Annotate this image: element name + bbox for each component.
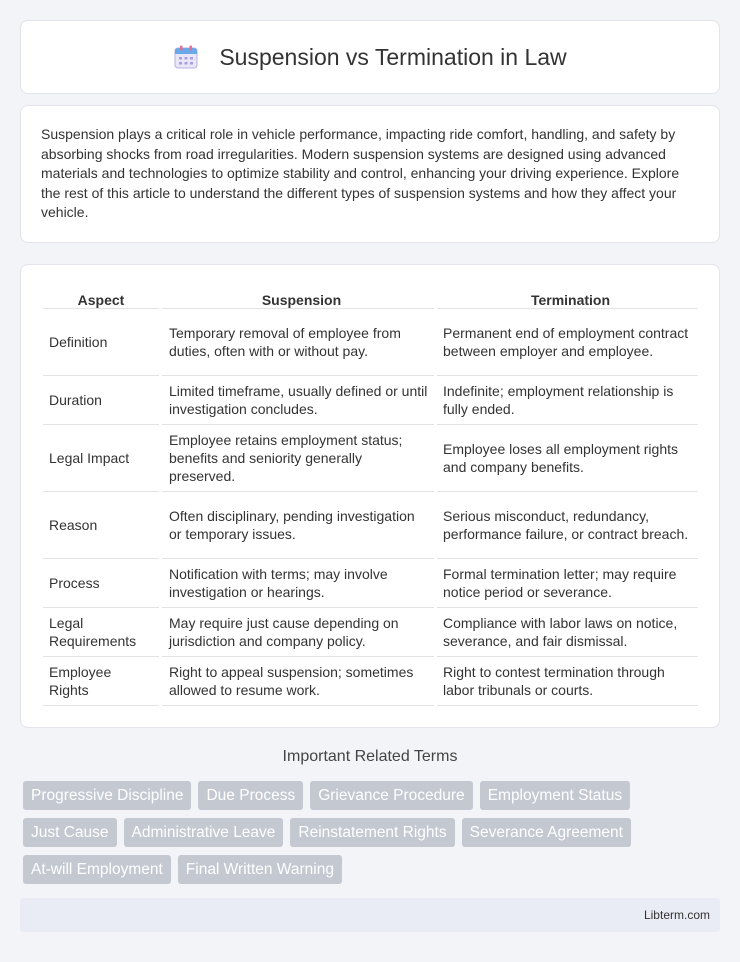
- aspect-cell: Definition: [43, 309, 159, 376]
- suspension-cell: Limited timeframe, usually defined or until investigation concludes.: [162, 376, 434, 425]
- table-row: [43, 309, 698, 376]
- related-term-tag[interactable]: Final Written Warning: [178, 855, 342, 884]
- suspension-cell: Right to appeal suspension; sometimes allowed to resume work.: [162, 657, 434, 706]
- intro-card: [20, 105, 720, 243]
- suspension-cell: Temporary removal of employee from duties, often with or without pay.: [162, 309, 434, 376]
- header-termination: Termination: [437, 287, 698, 309]
- related-term-tag[interactable]: Due Process: [198, 781, 303, 810]
- related-terms-list: [23, 781, 723, 892]
- header-card: [20, 20, 720, 94]
- table-row: [43, 657, 698, 706]
- aspect-cell: Reason: [43, 492, 159, 559]
- table-row: [43, 376, 698, 425]
- header-suspension: Suspension: [162, 287, 434, 309]
- suspension-cell: Notification with terms; may involve investigation or hearings.: [162, 559, 434, 608]
- related-term-tag[interactable]: Progressive Discipline: [23, 781, 191, 810]
- related-term-tag[interactable]: Employment Status: [480, 781, 630, 810]
- aspect-cell: Legal Impact: [43, 425, 159, 492]
- comparison-table-card: [20, 264, 720, 728]
- intro-text: Suspension plays a critical role in vehicle performance, impacting ride comfort, handling, and safety by absorbing shocks from road irregularities. Modern suspension systems are designed using advanced materials and technologies to optimize stability and control, enhancing your driving experience. Explore the rest of this article to understand the different types of suspension systems and how they affect your vehicle.: [41, 126, 680, 221]
- suspension-cell: Often disciplinary, pending investigation or temporary issues.: [162, 492, 434, 559]
- header-aspect: Aspect: [43, 287, 159, 309]
- related-terms-title: Important Related Terms: [282, 748, 458, 765]
- termination-cell: Employee loses all employment rights and company benefits.: [437, 425, 698, 492]
- termination-cell: Compliance with labor laws on notice, severance, and fair dismissal.: [437, 608, 698, 657]
- calendar-icon: [173, 44, 199, 70]
- table-row: [43, 425, 698, 492]
- termination-cell: Indefinite; employment relationship is fully ended.: [437, 376, 698, 425]
- related-term-tag[interactable]: Administrative Leave: [124, 818, 284, 847]
- related-term-tag[interactable]: Severance Agreement: [462, 818, 631, 847]
- aspect-cell: Legal Requirements: [43, 608, 159, 657]
- aspect-cell: Process: [43, 559, 159, 608]
- related-term-tag[interactable]: Grievance Procedure: [310, 781, 472, 810]
- table-row: [43, 492, 698, 559]
- page-title: Suspension vs Termination in Law: [219, 43, 567, 70]
- aspect-cell: Duration: [43, 376, 159, 425]
- footer-link[interactable]: Libterm.com: [643, 908, 710, 922]
- comparison-table: [43, 287, 698, 706]
- table-row: [43, 608, 698, 657]
- footer: [20, 898, 720, 932]
- related-term-tag[interactable]: Just Cause: [23, 818, 117, 847]
- tag-row: [23, 781, 723, 810]
- termination-cell: Formal termination letter; may require notice period or severance.: [437, 559, 698, 608]
- termination-cell: Serious misconduct, redundancy, performance failure, or contract breach.: [437, 492, 698, 559]
- termination-cell: Right to contest termination through labor tribunals or courts.: [437, 657, 698, 706]
- related-term-tag[interactable]: Reinstatement Rights: [290, 818, 454, 847]
- aspect-cell: Employee Rights: [43, 657, 159, 706]
- termination-cell: Permanent end of employment contract between employer and employee.: [437, 309, 698, 376]
- table-header-row: [43, 287, 698, 309]
- table-row: [43, 559, 698, 608]
- tag-row: [23, 855, 723, 884]
- suspension-cell: May require just cause depending on jurisdiction and company policy.: [162, 608, 434, 657]
- suspension-cell: Employee retains employment status; benefits and seniority generally preserved.: [162, 425, 434, 492]
- tag-row: [23, 818, 723, 847]
- related-term-tag[interactable]: At-will Employment: [23, 855, 171, 884]
